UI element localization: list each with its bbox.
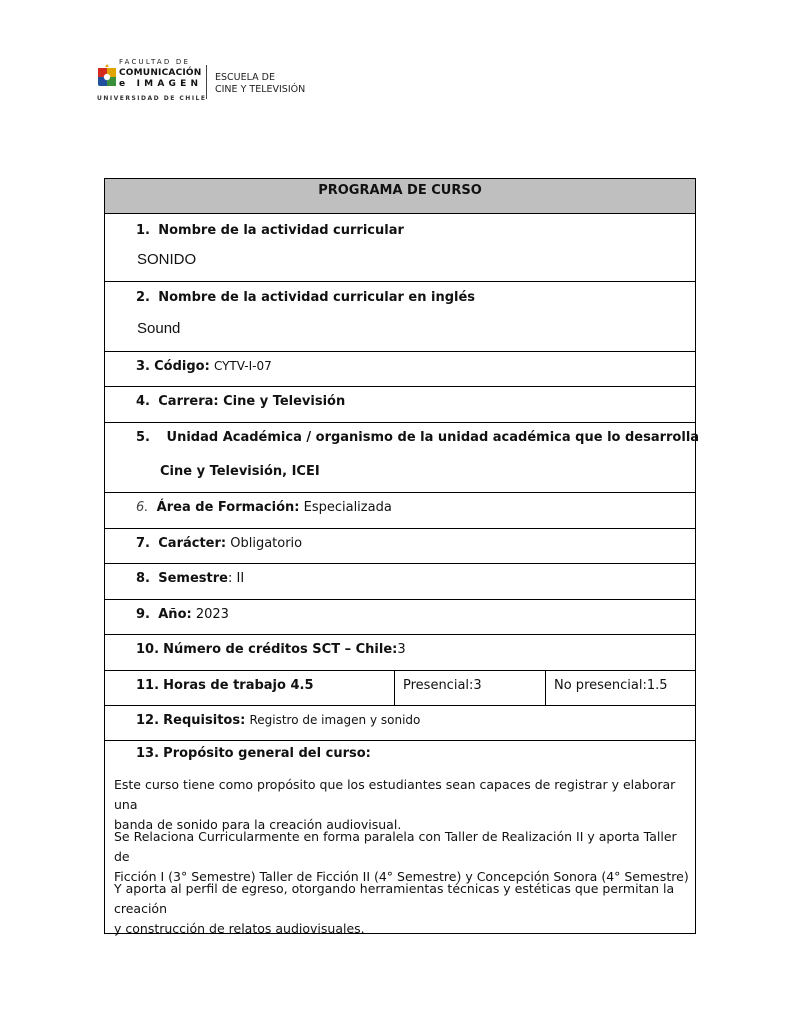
training-area-value: Especializada (303, 500, 392, 515)
paragraph-line: Ficción I (3° Semestre) Taller de Ficción II (4° Semestre) y Concepción Sonora (4° Semestre) (114, 869, 689, 884)
presencial-hours: Presencial:3 (403, 678, 482, 693)
row-number: 7. (136, 536, 150, 551)
paragraph-line: y construcción de relatos audiovisuales. (114, 921, 365, 936)
row-label: Unidad Académica / organismo de la unidad académica que lo desarrolla (166, 430, 700, 445)
school-line-2: CINE Y TELEVISIÓN (215, 84, 306, 95)
row-character (105, 529, 695, 564)
course-program-table (104, 178, 700, 936)
row-label: Nombre de la actividad curricular (158, 223, 404, 238)
faculty-line-1: FACULTAD DE (119, 58, 191, 66)
row-number: 13. (136, 746, 160, 761)
purpose-paragraph-1 (114, 775, 689, 835)
row-number: 3. (136, 359, 150, 374)
paragraph-line: Y aporta al perfil de egreso, otorgando herramientas técnicas y estéticas que permitan la creación (114, 881, 675, 916)
university-emblem-icon (97, 63, 117, 89)
year-value: 2023 (195, 607, 229, 622)
row-label: Número de créditos SCT – Chile: (163, 642, 398, 657)
row-requirements (105, 706, 695, 741)
school-line-1: ESCUELA DE (215, 72, 275, 83)
row-label: Carácter: (158, 536, 227, 551)
logo-divider (206, 65, 207, 99)
table-title-text: PROGRAMA DE CURSO (318, 183, 482, 198)
row-label: Semestre (158, 571, 228, 586)
row-number: 9. (136, 607, 150, 622)
row-label: Carrera: Cine y Televisión (158, 394, 346, 409)
no-presencial-hours: No presencial:1.5 (554, 678, 668, 693)
row-number: 11. (136, 678, 160, 693)
academic-unit-value: Cine y Televisión, ICEI (160, 464, 320, 479)
row-label: Código: (154, 359, 210, 374)
row-number: 4. (136, 394, 150, 409)
row-semester (105, 564, 695, 600)
code-value: CYTV-I-07 (213, 359, 272, 373)
paragraph-line: Se Relaciona Curricularmente en forma paralela con Taller de Realización II y aporta Taller de (114, 829, 677, 864)
row-number: 8. (136, 571, 150, 586)
row-year (105, 600, 695, 635)
semester-value: : II (227, 571, 245, 586)
row-number: 12. (136, 713, 160, 728)
row-code (105, 352, 695, 387)
row-label: Año: (158, 607, 192, 622)
row-academic-unit (105, 423, 700, 493)
faculty-logo (97, 53, 357, 103)
cell-divider (545, 671, 546, 705)
credits-value: 3 (397, 642, 406, 657)
activity-name-english-value: Sound (137, 320, 181, 337)
row-credits (105, 635, 695, 671)
activity-name-value: SONIDO (137, 251, 197, 268)
row-course-purpose (105, 741, 695, 936)
row-label: Requisitos: (163, 713, 246, 728)
paragraph-line: Este curso tiene como propósito que los estudiantes sean capaces de registrar y elaborar una (114, 777, 676, 812)
row-number: 10. (136, 642, 160, 657)
row-number: 5. (136, 430, 150, 445)
row-number: 2. (136, 290, 150, 305)
faculty-line-3: e IMAGEN (119, 79, 203, 89)
row-label: Horas de trabajo 4.5 (163, 678, 314, 693)
row-activity-name-english (105, 282, 695, 352)
table-title (105, 179, 695, 214)
purpose-paragraph-3 (114, 879, 689, 939)
row-activity-name (105, 214, 695, 282)
cell-divider (394, 671, 395, 705)
row-number: 6. (136, 500, 149, 515)
faculty-line-2: COMUNICACIÓN (119, 68, 202, 78)
purpose-paragraph-2 (114, 827, 689, 887)
requirements-value: Registro de imagen y sonido (249, 713, 421, 727)
row-number: 1. (136, 223, 150, 238)
row-label: Área de Formación: (156, 500, 300, 515)
university-name: UNIVERSIDAD DE CHILE (97, 95, 207, 102)
row-label: Propósito general del curso: (163, 746, 371, 761)
row-training-area (105, 493, 695, 529)
row-career (105, 387, 695, 423)
row-label: Nombre de la actividad curricular en inglés (158, 290, 476, 305)
row-work-hours (105, 671, 695, 706)
paragraph-line: banda de sonido para la creación audiovisual. (114, 817, 402, 832)
character-value: Obligatorio (230, 536, 303, 551)
